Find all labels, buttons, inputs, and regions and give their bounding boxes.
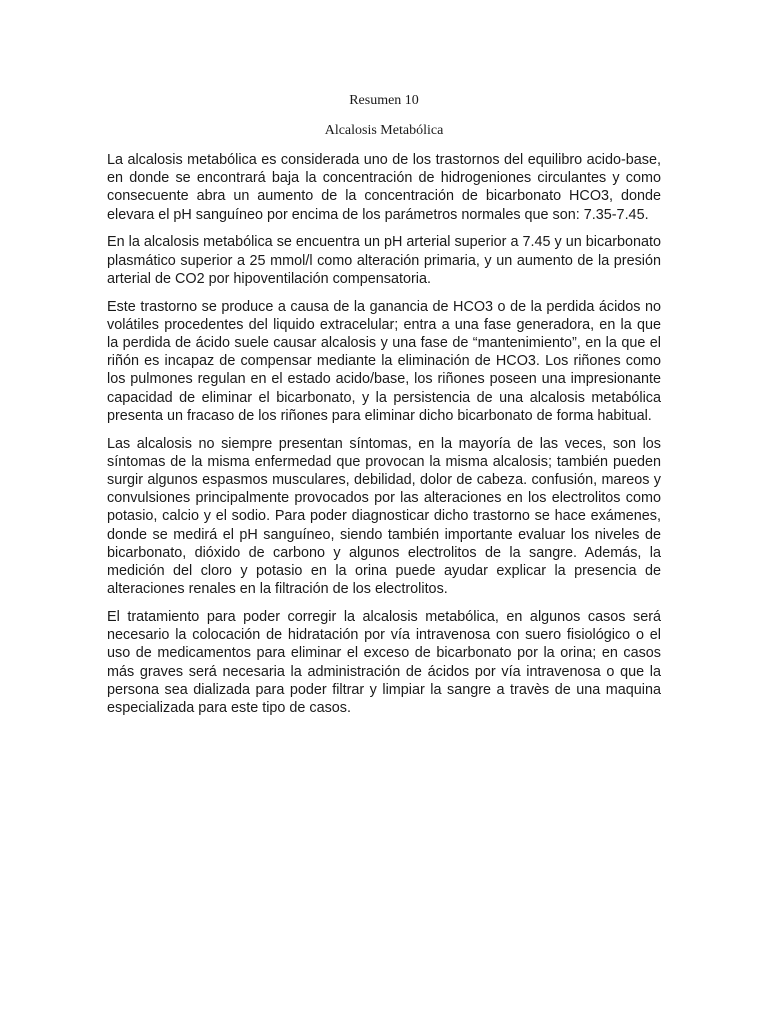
document-heading: Resumen 10 — [349, 93, 419, 108]
paragraph-1: La alcalosis metabólica es considerada uno de los trastornos del equilibro acido-base, en donde se encontrará baja la concentración de hidrogeniones circulantes y como consecuente abra un aumento de la concentración de bicarbonato HCO3, donde elevara el pH sanguíneo por encima de los parámetros normales que son: 7.35-7.45. — [107, 152, 661, 223]
paragraph-3: Este trastorno se produce a causa de la ganancia de HCO3 o de la perdida ácidos no volátiles procedentes del liquido extracelular; entra a una fase generadora, en la que la perdida de ácido suele causar alcalosis y una fase de “mantenimiento”, en la que el riñón es incapaz de compensar mediante la eliminación de HCO3. Los riñones como los pulmones regulan en el estado acido/base, los riñones poseen una impresionante capacidad de eliminar el bicarbonato, y la persistencia de una alcalosis metabólica presenta un fracaso de los riñones para eliminar dicho bicarbonato de forma habitual. — [107, 298, 661, 424]
document-title: Alcalosis Metabólica — [324, 123, 444, 138]
paragraph-5: El tratamiento para poder corregir la alcalosis metabólica, en algunos casos será necesario la colocación de hidratación por vía intravenosa con suero fisiológico o el uso de medicamentos para eliminar el exceso de bicarbonato por la orina; en casos más graves será necesaria la administración de ácidos por vía intravenosa o que la persona sea dializada para poder filtrar y limpiar la sangre a travès de una maquina especializada para este tipo de casos. — [107, 609, 661, 717]
paragraph-4: Las alcalosis no siempre presentan síntomas, en la mayoría de las veces, son los síntomas de la misma enfermedad que provocan la misma alcalosis; también pueden surgir algunos espasmos musculares, debilidad, dolor de cabeza. confusión, mareos y convulsiones principalmente provocados por las alteraciones en los electrolitos como potasio, calcio y el sodio. Para poder diagnosticar dicho trastorno se hace exámenes, donde se medirá el pH sanguíneo, siendo también importante evaluar los niveles de bicarbonato, dióxido de carbono y algunos electrolitos de la sangre. Además, la medición del cloro y potasio en la orina puede ayudar explicar la presencia de alteraciones renales en la filtración de los electrolitos. — [107, 435, 661, 598]
paragraph-2: En la alcalosis metabólica se encuentra un pH arterial superior a 7.45 y un bicarbonato plasmático superior a 25 mmol/l como alteración primaria, y un aumento de la presión arterial de CO2 por hipoventilación compensatoria. — [107, 234, 661, 287]
document-body — [107, 151, 661, 727]
